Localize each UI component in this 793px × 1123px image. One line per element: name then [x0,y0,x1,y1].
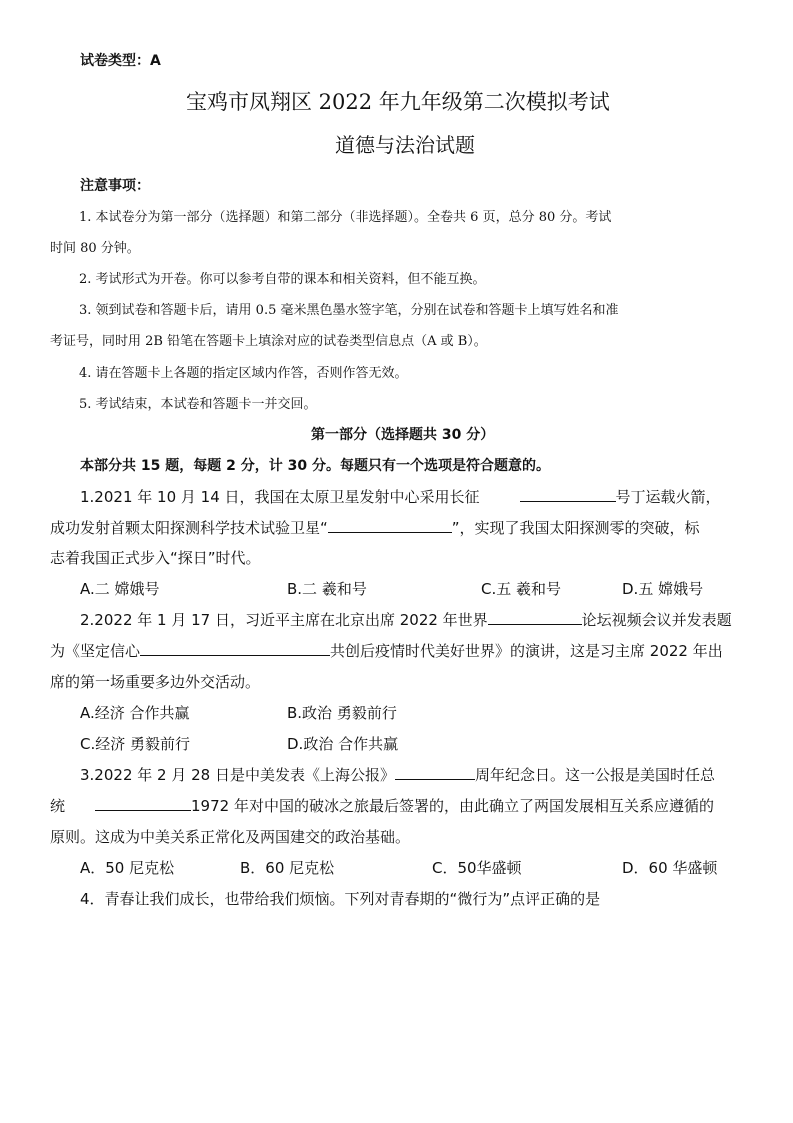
q3-option-d: D．60 华盛顿 [622,859,718,877]
notice-heading: 注意事项： [80,178,150,194]
q3-text-d: 1972 年对中国的破冰之旅最后签署的，由此确立了两国发展相互关系应遵循的 [191,797,714,815]
q2-line2 [50,640,723,661]
q3-line2 [50,795,714,816]
q2-text-c: 为《坚定信心 [50,642,141,660]
paper-type-label: 试卷类型：A [80,53,161,69]
q1-line1 [80,486,721,507]
q3-blank-1 [395,765,475,780]
q3-line3: 原则。这成为中美关系正常化及两国建交的政治基础。 [50,828,411,846]
notice-item-3: 3. 领到试卷和答题卡后，请用 0.5 毫米黑色墨水签字笔，分别在试卷和答题卡上填写姓名和准 [79,303,619,318]
q2-option-c: C.经济 勇毅前行 [80,735,191,753]
q1-text-c: 成功发射首颗太阳探测科学技术试验卫星“ [50,519,328,537]
q3-blank-2 [95,796,191,811]
part1-heading: 第一部分（选择题共 30 分） [311,427,495,443]
exam-subtitle: 道德与法治试题 [335,133,475,157]
q1-text-a: 1.2021 年 10 月 14 日，我国在太原卫星发射中心采用长征 [80,488,480,506]
q1-text-d: ”，实现了我国太阳探测零的突破，标 [451,519,700,537]
q2-line1 [80,609,732,630]
notice-item-1: 1. 本试卷分为第一部分（选择题）和第二部分（非选择题）。全卷共 6 页，总分 80 分。考试 [79,210,612,225]
q3-text-c: 统 [50,797,66,815]
notice-item-2: 2. 考试形式为开卷。你可以参考自带的课本和相关资料，但不能互换。 [79,272,486,287]
q3-option-b: B．60 尼克松 [240,859,335,877]
q3-text-b: 周年纪念日。这一公报是美国时任总 [474,766,715,784]
q3-text-a: 3.2022 年 2 月 28 日是中美发表《上海公报》 [80,766,395,784]
q3-option-a: A．50 尼克松 [80,859,175,877]
q3-line1 [80,764,715,785]
q1-option-c: C.五 羲和号 [481,580,562,598]
q2-text-a: 2.2022 年 1 月 17 日，习近平主席在北京出席 2022 年世界 [80,611,488,629]
q2-option-a: A.经济 合作共赢 [80,704,190,722]
q1-option-d: D.五 嫦娥号 [622,580,704,598]
q1-text-b: 号丁运载火箭， [615,488,721,506]
q2-text-d: 共创后疫情时代美好世界》的演讲，这是习主席 2022 年出 [330,642,723,660]
q1-blank-2 [328,518,452,533]
q2-line3: 席的第一场重要多边外交活动。 [50,673,261,691]
notice-item-5: 5. 考试结束，本试卷和答题卡一并交回。 [79,397,317,412]
q2-option-d: D.政治 合作共赢 [287,735,399,753]
q2-text-b: 论坛视频会议并发表题 [581,611,732,629]
q2-blank-2 [140,641,330,656]
q1-option-b: B.二 羲和号 [287,580,367,598]
exam-title: 宝鸡市凤翔区 2022 年九年级第二次模拟考试 [186,90,610,114]
notice-item-4: 4. 请在答题卡上各题的指定区域内作答，否则作答无效。 [79,366,408,381]
q4-stem: 4．青春让我们成长，也带给我们烦恼。下列对青春期的“微行为”点评正确的是 [80,890,601,908]
q2-blank-1 [488,610,582,625]
part1-intro: 本部分共 15 题，每题 2 分，计 30 分。每题只有一个选项是符合题意的。 [80,458,550,474]
q1-line2 [50,517,700,538]
q1-option-a: A.二 嫦娥号 [80,580,160,598]
q3-option-c: C．50华盛顿 [432,859,522,877]
notice-item-3-cont: 考证号，同时用 2B 铅笔在答题卡上填涂对应的试卷类型信息点（A 或 B）。 [50,334,487,349]
notice-item-1-cont: 时间 80 分钟。 [50,241,140,256]
q1-line3: 志着我国正式步入“探日”时代。 [50,549,261,567]
q1-blank-1 [520,487,616,502]
q2-option-b: B.政治 勇毅前行 [287,704,397,722]
